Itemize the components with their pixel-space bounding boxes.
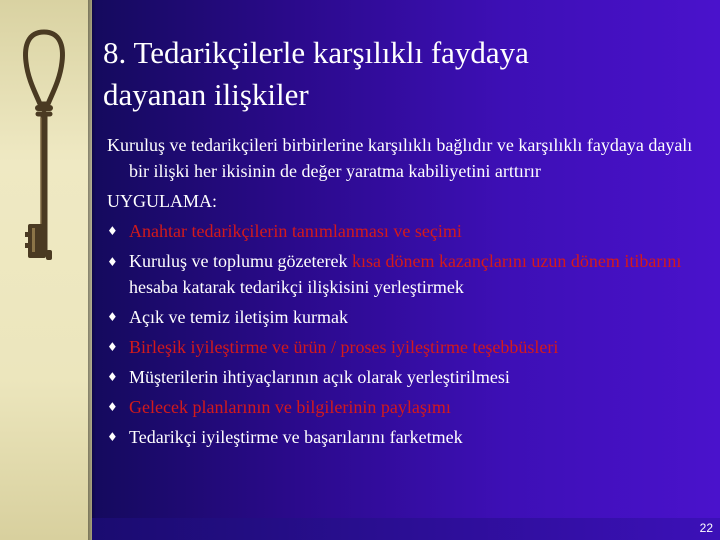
list-item [107,246,707,302]
list-item [107,392,707,422]
item-text-part: Kuruluş ve toplumu gözeterek [129,251,352,271]
item-text: Gelecek planlarının ve bilgilerinin paylaşımı [129,397,451,417]
list-item [107,216,707,246]
list-item [107,302,707,332]
item-text-part: hesaba katarak tedarikçi ilişkisini yerleştirmek [129,277,464,297]
diamond-bullet-icon: ♦ [107,430,118,444]
diamond-bullet-icon: ♦ [107,370,118,384]
section-heading: UYGULAMA: [107,191,217,211]
diamond-bullet-icon: ♦ [107,400,118,414]
title-line-2: dayanan ilişkiler [103,77,309,112]
item-text: Anahtar tedarikçilerin tanımlanması ve seçimi [129,221,462,241]
bottom-band [92,518,720,540]
item-text: Birleşik iyileştirme ve ürün / proses iyileştirme teşebbüsleri [129,337,559,357]
item-text-highlight: kısa dönem kazançlarını uzun dönem itibarını [351,251,682,271]
list-item [107,362,707,392]
item-text: Açık ve temiz iletişim kurmak [129,307,348,327]
list-item [107,422,707,452]
diamond-bullet-icon: ♦ [107,255,118,269]
slide-body [107,130,707,452]
diamond-bullet-icon: ♦ [107,224,118,238]
item-text: Müşterilerin ihtiyaçlarının açık olarak yerleştirilmesi [129,367,510,387]
diamond-bullet-icon: ♦ [107,340,118,354]
item-text: Tedarikçi iyileştirme ve başarılarını farketmek [129,427,463,447]
old-key-icon [14,28,74,278]
strip-shadow [88,0,96,540]
slide-title [103,32,703,116]
title-line-1: 8. Tedarikçilerle karşılıklı faydaya [103,35,529,70]
list-item [107,332,707,362]
intro-paragraph: Kuruluş ve tedarikçileri birbirlerine karşılıklı bağlıdır ve karşılıklı faydaya dayalı bir ilişki her ikisinin de değer yaratma kabiliyetini arttırır [107,135,693,181]
page-number: 22 [699,521,713,535]
diamond-bullet-icon: ♦ [107,310,118,324]
